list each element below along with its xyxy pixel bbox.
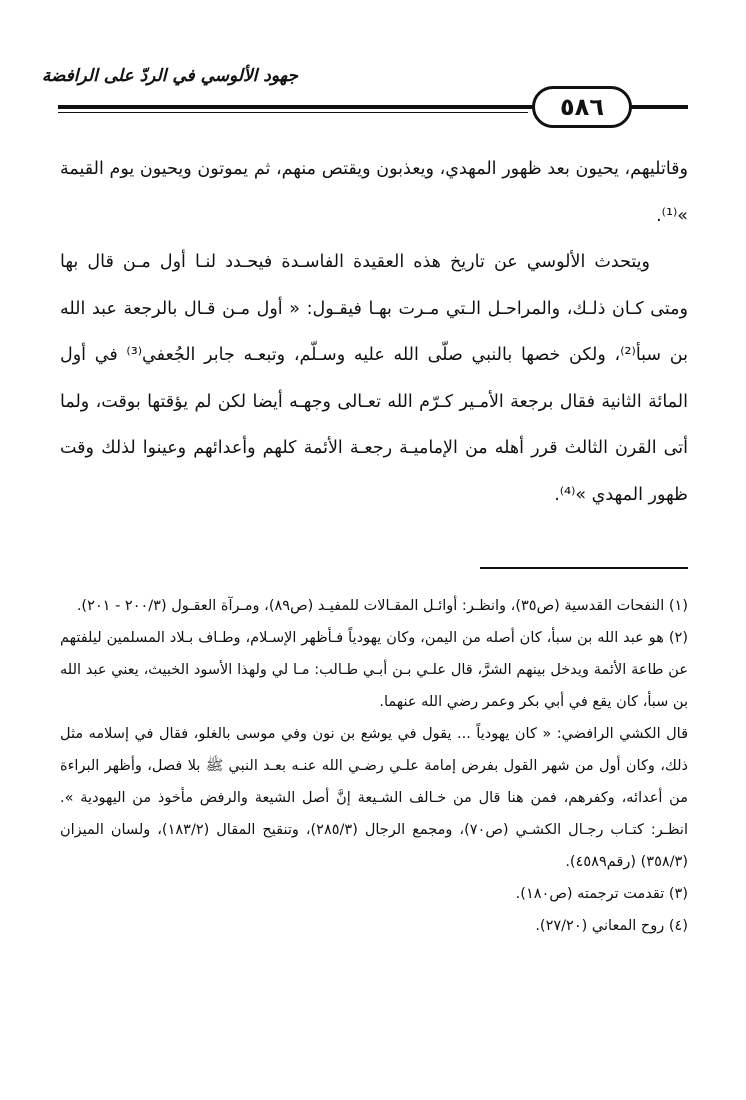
running-title: جهود الألوسي في الردّ على الرافضة [41,66,298,86]
footnote-number: (٤) [668,918,688,934]
footnote-text: النفحات القدسية (ص٣٥)، وانظـر: أوائـل المقـالات للمفيـد (ص٨٩)، ومـرآة العقـول (٢٠٠/٣ - ٢٠١). [76,598,665,614]
footnotes [60,590,688,942]
main-text [60,146,688,518]
header-rule-thin [58,112,528,113]
paragraph-1: وقاتليهم، يحيون بعد ظهور المهدي، ويعذبون ويقتص منهم، ثم يموتون ويحيون يوم القيمة »⁽¹⁾. [60,159,688,226]
footnote-separator [480,567,688,569]
footnote-2-continued: قال الكشي الرافضي: « كان يهودياً ... يقول في يوشع بن نون وفي موسى بالغلو، فقال في إسلامه مثل ذلك، وكان أول من شهر القول بفرض إمامة علـي رضـي الله عنـه بعـد النبي ﷺ بلا فصل، وأظهر البراءة من أعدائه، وكفرهم، فمن هنا قال من خـالف الشـيعة إنَّ أصل الشيعة والرفض مأخوذ من اليهودية ». انظـر: كتـاب رجـال الكشـي (ص٧٠)، ومجمع الرجال (٢٨٥/٣)، وتنقيح المقال (١٨٣/٢)، ولسان الميزان (٣٥٨/٣) (رقم٤٥٨٩). [60,726,688,870]
footnote-text: تقدمت ترجمته (ص١٨٠). [515,886,665,902]
footnote-text: روح المعاني (٢٧/٢٠). [535,918,665,934]
paragraph-2: ويتحدث الألوسي عن تاريخ هذه العقيدة الفاسـدة فيحـدد لنـا أول مـن قال بها ومتى كـان ذلـك، والمراحـل الـتي مـرت بهـا فيقـول: « أول مـن قـال بالرجعة عبد الله بن سبأ⁽²⁾، ولكن خصها بالنبي صلّى الله عليه وسـلّم، وتبعـه جابر الجُعفي⁽³⁾ في أول المائة الثانية فقال برجعة الأمـير كـرّم الله تعـالى وجهـه أيضا لكن لم يؤقتها بوقت، ولما أتى القرن الثالث قرر أهله من الإماميـة رجعـة الأئمة كلهم وأعدائهم وعينوا لذلك وقت ظهور المهدي »⁽⁴⁾. [60,252,689,505]
footnote-1 [60,590,688,622]
page-number: ٥٨٦ [532,86,632,128]
footnote-number: (١) [668,598,688,614]
footnote-2 [60,622,688,718]
footnote-text: هو عبد الله بن سبأ، كان أصله من اليمن، وكان يهودياً فـأظهر الإسـلام، وطـاف بـلاد المسلمين ليلفتهم عن طاعة الأئمة ويدخل بينهم الشرَّ، قال علـي بـن أبـي طـالب: مـا لي ولهذا الأسود الخبيث، يعني عبد الله بن سبأ، كان يقع في أبي بكر وعمر رضي الله عنهما. [60,630,688,710]
footnote-4 [60,910,688,942]
footnote-3 [60,878,688,910]
footnote-number: (٢) [668,630,688,646]
footnote-number: (٣) [668,886,688,902]
